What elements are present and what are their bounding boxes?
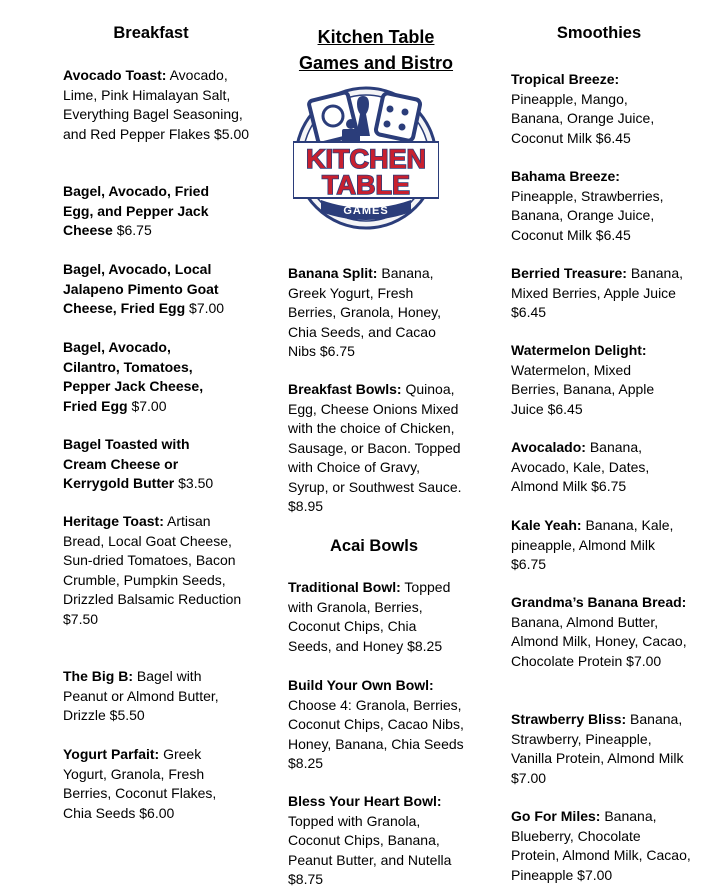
item-desc: Banana, Avocado, Kale, Dates, Almond Milk $6.75 <box>511 439 650 494</box>
item-name: Yogurt Parfait: <box>63 746 160 762</box>
menu-item <box>63 435 223 494</box>
menu-item <box>288 676 466 774</box>
item-desc: Topped with Granola, Coconut Chips, Banana, Peanut Butter, and Nutella $8.75 <box>288 812 452 887</box>
item-desc: Banana, Strawberry, Pineapple, Vanilla Protein, Almond Milk $7.00 <box>511 711 684 786</box>
menu-item <box>511 710 691 788</box>
item-desc: Avocado, Lime, Pink Himalayan Salt, Everything Bagel Seasoning, and Red Pepper Flakes $5.00 <box>63 67 250 142</box>
item-name: Breakfast Bowls: <box>288 381 402 397</box>
item-name: Bless Your Heart Bowl: <box>288 793 442 809</box>
item-name: Strawberry Bliss: <box>511 711 627 727</box>
logo-text-2: TABLE <box>322 170 410 200</box>
item-name: Go For Miles: <box>511 808 601 824</box>
menu-item <box>63 745 231 823</box>
menu-item <box>511 438 683 497</box>
menu-item <box>288 578 460 656</box>
item-name: Avocalado: <box>511 439 586 455</box>
item-name: Build Your Own Bowl: <box>288 677 434 693</box>
item-name: Traditional Bowl: <box>288 579 401 595</box>
menu-item <box>511 264 701 323</box>
title-line-1: Kitchen Table <box>317 27 435 47</box>
smoothies-heading: Smoothies <box>556 24 642 42</box>
item-name: The Big B: <box>63 668 133 684</box>
item-name: Bagel, Avocado, Local Jalapeno Pimento Goat Cheese, Fried Egg <box>63 261 219 316</box>
item-desc: Watermelon, Mixed Berries, Banana, Apple Juice $6.45 <box>511 361 655 417</box>
item-name: Avocado Toast: <box>63 67 167 83</box>
item-desc: $6.75 <box>112 222 152 238</box>
item-name: Bagel, Avocado, Cilantro, Tomatoes, Pepper Jack Cheese, Fried Egg <box>63 339 204 414</box>
item-desc: $7.00 <box>185 300 225 316</box>
title-line-2: Games and Bistro <box>298 53 454 73</box>
menu-item <box>511 593 691 671</box>
item-desc: Bagel with Peanut or Almond Butter, Drizzle $5.50 <box>63 668 219 723</box>
item-desc: Topped with Granola, Berries, Coconut Chips, Chia Seeds, and Honey $8.25 <box>288 579 451 654</box>
menu-item <box>511 807 691 885</box>
item-desc: Pineapple, Strawberries, Banana, Orange Juice, Coconut Milk $6.45 <box>511 187 664 243</box>
logo-text-3: GAMES <box>343 205 389 217</box>
menu-item <box>288 264 460 362</box>
item-desc: Banana, Mixed Berries, Apple Juice $6.45 <box>511 265 684 320</box>
menu-item <box>511 516 687 575</box>
item-name: Tropical Breeze: <box>511 71 620 87</box>
item-desc: Quinoa, Egg, Cheese Onions Mixed with the choice of Chicken, Sausage, or Bacon. Topped with Choice of Gravy, Syrup, or Southwest Sauce. $8.95 <box>288 381 462 514</box>
menu-item <box>63 338 223 416</box>
item-name: Banana Split: <box>288 265 378 281</box>
item-desc: Choose 4: Granola, Berries, Coconut Chips, Cacao Nibs, Honey, Banana, Chia Seeds $8.25 <box>288 696 464 771</box>
restaurant-title <box>283 24 469 76</box>
item-desc: Pineapple, Mango, Banana, Orange Juice, Coconut Milk $6.45 <box>511 90 655 146</box>
menu-item <box>511 70 671 148</box>
item-name: Kale Yeah: <box>511 517 582 533</box>
item-name: Heritage Toast: <box>63 513 164 529</box>
logo-text-1: KITCHEN <box>306 144 426 174</box>
item-desc: Banana, Blueberry, Chocolate Protein, Almond Milk, Cacao, Pineapple $7.00 <box>511 808 691 883</box>
item-name: Grandma’s Banana Bread: <box>511 594 687 610</box>
item-desc: Greek Yogurt, Granola, Fresh Berries, Coconut Flakes, Chia Seeds $6.00 <box>63 746 217 821</box>
item-desc: Artisan Bread, Local Goat Cheese, Sun-dried Tomatoes, Bacon Crumble, Pumpkin Seeds, Drizzled Balsamic Reduction $7.50 <box>63 513 242 627</box>
item-desc: Banana, Greek Yogurt, Fresh Berries, Granola, Honey, Chia Seeds, and Cacao Nibs $6.75 <box>288 265 442 359</box>
acai-heading: Acai Bowls <box>329 537 419 555</box>
item-desc: Banana, Kale, pineapple, Almond Milk $6.75 <box>511 517 674 572</box>
menu-item <box>63 66 253 144</box>
menu-item <box>63 182 231 241</box>
menu-item <box>63 667 235 726</box>
item-desc: Banana, Almond Butter, Almond Milk, Honey, Cacao, Chocolate Protein $7.00 <box>511 613 687 669</box>
item-name: Bagel, Avocado, Fried Egg, and Pepper Jack Cheese <box>63 183 209 238</box>
item-name: Bagel Toasted with Cream Cheese or Kerrygold Butter <box>63 436 190 491</box>
menu-item <box>288 380 464 517</box>
game-pieces-logo-icon <box>293 82 439 234</box>
item-name: Berried Treasure: <box>511 265 627 281</box>
menu-item <box>63 512 243 629</box>
breakfast-heading: Breakfast <box>113 24 189 42</box>
item-name: Bahama Breeze: <box>511 168 620 184</box>
menu-item <box>511 341 681 419</box>
item-desc: $3.50 <box>174 475 214 491</box>
item-desc: $7.00 <box>127 397 167 414</box>
menu-item <box>288 792 462 890</box>
menu-item <box>511 167 683 245</box>
menu-item <box>63 260 243 319</box>
item-name: Watermelon Delight: <box>511 342 647 358</box>
